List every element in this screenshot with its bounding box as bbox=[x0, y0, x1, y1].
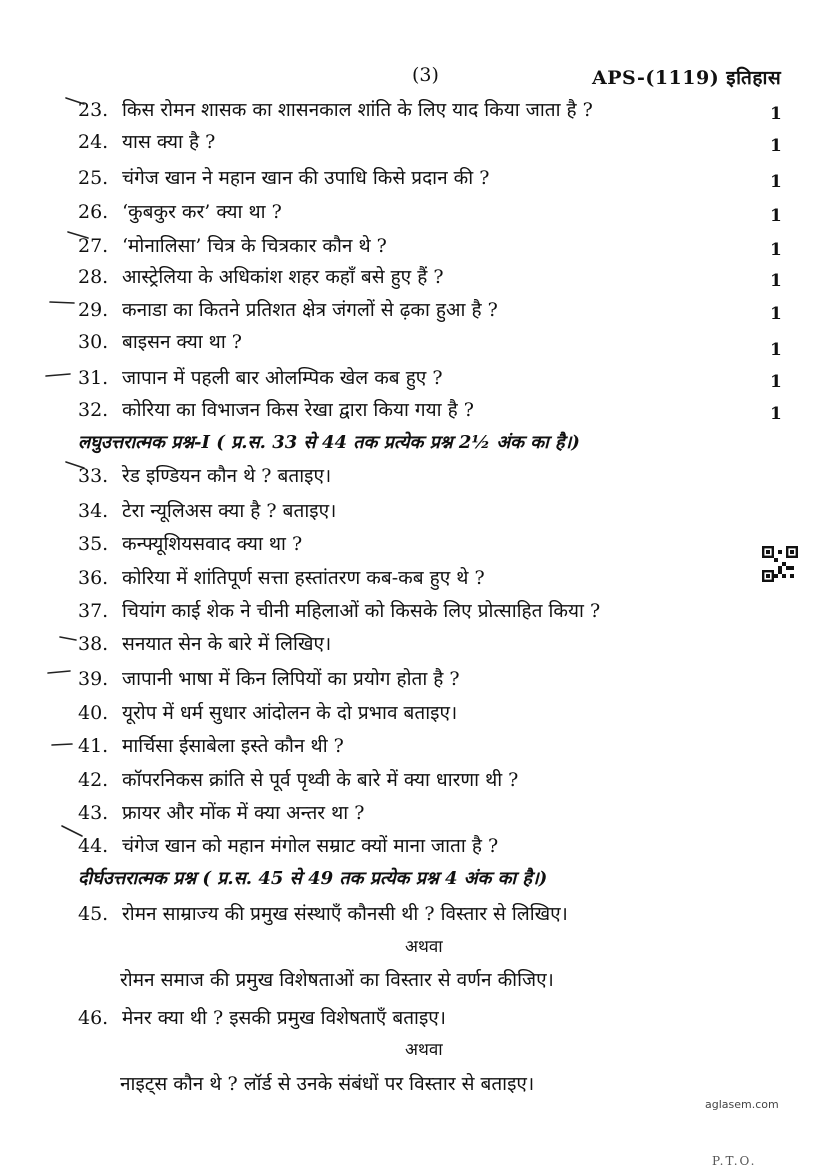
paper-code: APS-(1119) इतिहास bbox=[592, 67, 782, 89]
question-45-alternative: रोमन समाज की प्रमुख विशेषताओं का विस्तार से वर्णन कीजिए। bbox=[120, 969, 554, 991]
question-38: 38. सनयात सेन के बारे में लिखिए। bbox=[78, 633, 332, 655]
marks-30: 1 bbox=[770, 340, 782, 360]
question-36: 36. कोरिया में शांतिपूर्ण सत्ता हस्तांतरण कब-कब हुए थे ? bbox=[78, 567, 485, 589]
question-24: 24. यास क्या है ? bbox=[78, 131, 216, 153]
question-41: 41. मार्चिसा ईसाबेला इस्ते कौन थी ? bbox=[78, 735, 344, 757]
question-27: 27. ‘मोनालिसा’ चित्र के चित्रकार कौन थे ? bbox=[78, 235, 387, 257]
footer-fragment: P.T.O. bbox=[712, 1154, 757, 1168]
question-25: 25. चंगेज खान ने महान खान की उपाधि किसे प्रदान की ? bbox=[78, 167, 490, 189]
section-heading-short: लघुउत्तरात्मक प्रश्न-I ( प्र.स. 33 से 44 तक प्रत्येक प्रश्न 2½ अंक का है।) bbox=[78, 432, 580, 453]
question-30: 30. बाइसन क्या था ? bbox=[78, 331, 242, 353]
question-31: 31. जापान में पहली बार ओलम्पिक खेल कब हुए ? bbox=[78, 367, 443, 389]
question-40: 40. यूरोप में धर्म सुधार आंदोलन के दो प्रभाव बताइए। bbox=[78, 702, 458, 724]
watermark-text: aglasem.com bbox=[705, 1098, 779, 1111]
page-number: (3) bbox=[412, 64, 439, 86]
question-39: 39. जापानी भाषा में किन लिपियों का प्रयोग होता है ? bbox=[78, 668, 460, 690]
section-heading-long: दीर्घउत्तरात्मक प्रश्न ( प्र.स. 45 से 49 तक प्रत्येक प्रश्न 4 अंक का है।) bbox=[78, 868, 548, 889]
question-43: 43. फ्रायर और मोंक में क्या अन्तर था ? bbox=[78, 802, 365, 824]
question-33: 33. रेड इण्डियन कौन थे ? बताइए। bbox=[78, 465, 332, 487]
marks-29: 1 bbox=[770, 304, 782, 324]
marks-25: 1 bbox=[770, 172, 782, 192]
or-separator-46: अथवा bbox=[405, 1040, 443, 1060]
question-32: 32. कोरिया का विभाजन किस रेखा द्वारा किया गया है ? bbox=[78, 399, 474, 421]
question-42: 42. कॉपरनिकस क्रांति से पूर्व पृथ्वी के बारे में क्या धारणा थी ? bbox=[78, 769, 519, 791]
question-46-alternative: नाइट्स कौन थे ? लॉर्ड से उनके संबंधों पर विस्तार से बताइए। bbox=[120, 1073, 535, 1095]
question-29: 29. कनाडा का कितने प्रतिशत क्षेत्र जंगलों से ढ़का हुआ है ? bbox=[78, 299, 498, 321]
question-37: 37. चियांग काई शेक ने चीनी महिलाओं को किसके लिए प्रोत्साहित किया ? bbox=[78, 600, 601, 622]
question-44: 44. चंगेज खान को महान मंगोल सम्राट क्यों माना जाता है ? bbox=[78, 835, 499, 857]
question-26: 26. ‘कुबकुर कर’ क्या था ? bbox=[78, 201, 282, 223]
marks-23: 1 bbox=[770, 104, 782, 124]
question-23: 23. किस रोमन शासक का शासनकाल शांति के लिए याद किया जाता है ? bbox=[78, 99, 593, 121]
marks-32: 1 bbox=[770, 404, 782, 424]
marks-26: 1 bbox=[770, 206, 782, 226]
marks-31: 1 bbox=[770, 372, 782, 392]
marks-28: 1 bbox=[770, 271, 782, 291]
or-separator-45: अथवा bbox=[405, 937, 443, 957]
marks-27: 1 bbox=[770, 240, 782, 260]
question-35: 35. कन्फ्यूशियसवाद क्या था ? bbox=[78, 533, 303, 555]
question-34: 34. टेरा न्यूलिअस क्या है ? बताइए। bbox=[78, 500, 337, 522]
marks-24: 1 bbox=[770, 136, 782, 156]
question-28: 28. आस्ट्रेलिया के अधिकांश शहर कहाँ बसे हुए हैं ? bbox=[78, 266, 444, 288]
question-46: 46. मेनर क्या थी ? इसकी प्रमुख विशेषताएँ बताइए। bbox=[78, 1007, 446, 1029]
question-45: 45. रोमन साम्राज्य की प्रमुख संस्थाएँ कौनसी थी ? विस्तार से लिखिए। bbox=[78, 903, 568, 925]
